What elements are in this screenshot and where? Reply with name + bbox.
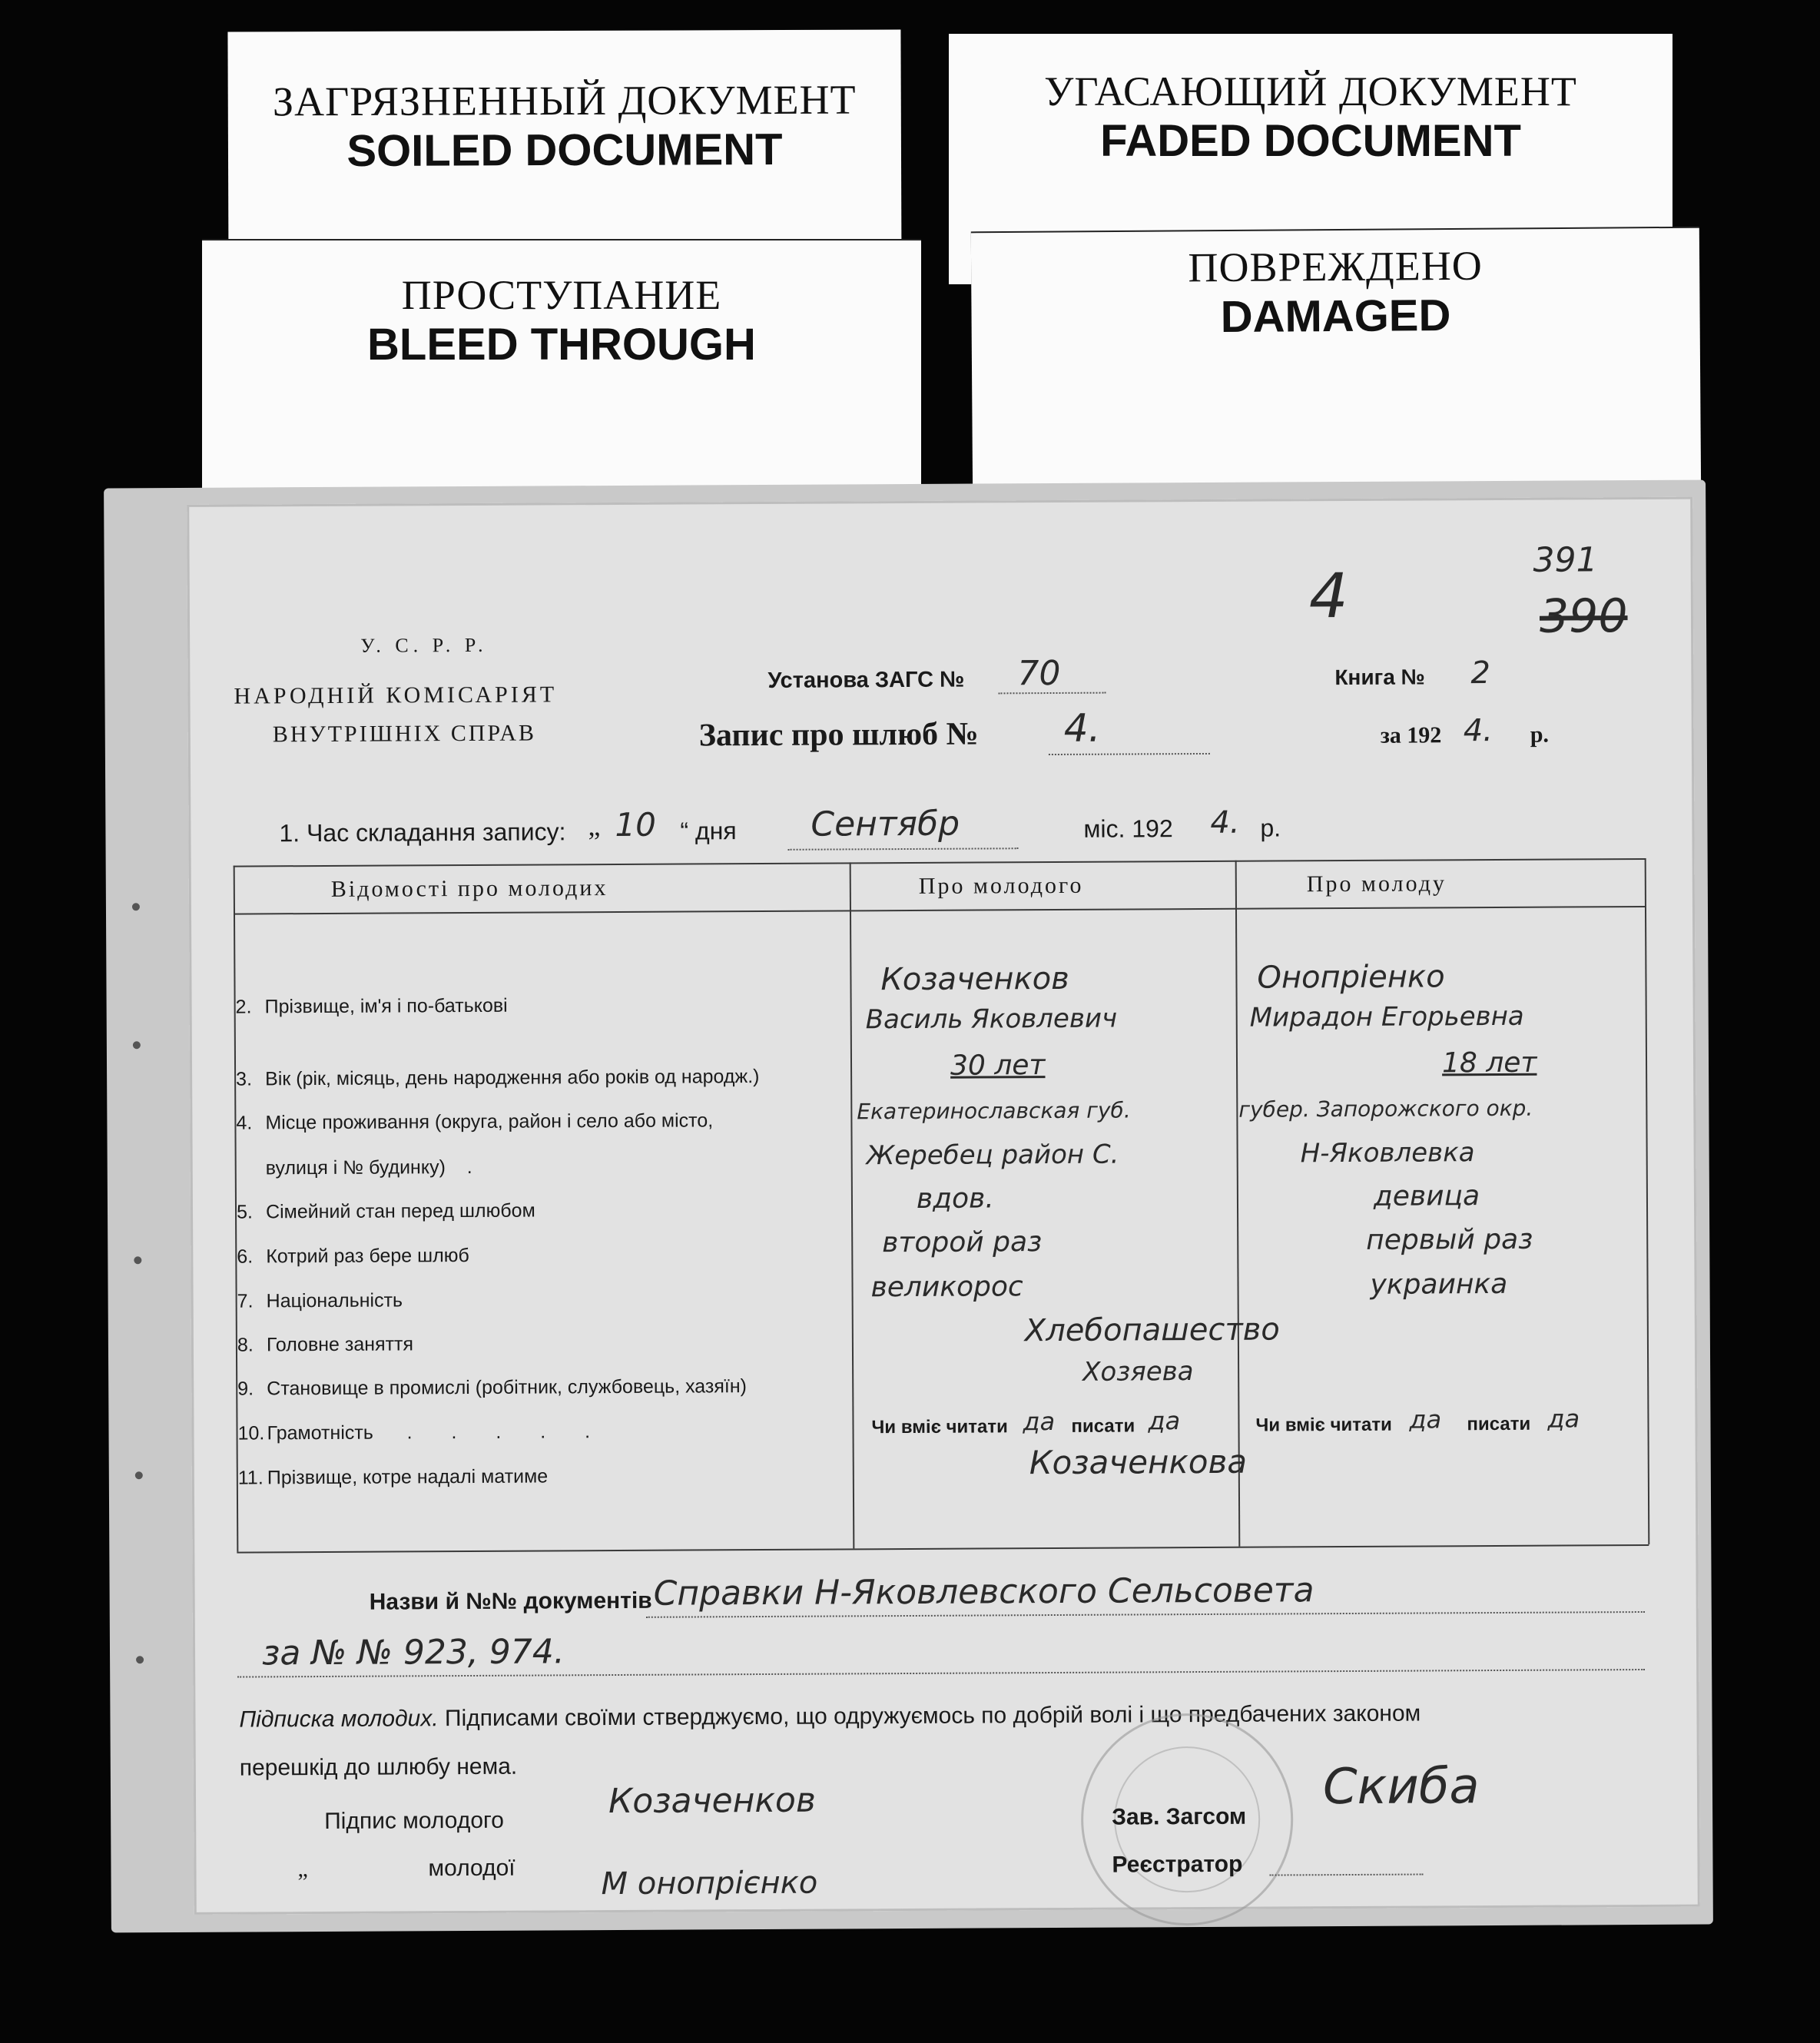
book-label: Книга № [1334, 665, 1425, 690]
month-value: Сентябр [811, 804, 960, 844]
head-label: Зав. Загсом [1112, 1803, 1247, 1830]
groom-surname: Козаченков [880, 960, 1069, 998]
row-label: Вік (рік, місяць, день народження або років од народж.) [265, 1066, 760, 1090]
binding-hole [136, 1656, 144, 1663]
row-number: 9. [237, 1378, 254, 1400]
table-top-rule [234, 858, 1646, 867]
groom-marriage-count: второй раз [882, 1226, 1043, 1259]
groom-nationality: великорос [870, 1271, 1023, 1304]
bride-quote: „ [297, 1856, 308, 1882]
groom-read-label: Чи вміє читати [871, 1416, 1008, 1438]
institution-label: Установа ЗАГС № [767, 667, 965, 693]
groom-read-value: да [1023, 1407, 1056, 1437]
soiled-en: SOILED DOCUMENT [346, 124, 783, 176]
page-number: 391 [1533, 540, 1598, 580]
binding-hole [135, 1471, 143, 1479]
soiled-ru: ЗАГРЯЗНЕННЫЙ ДОКУМЕНТ [272, 76, 857, 125]
record-page [187, 497, 1700, 1915]
row-label: Місце проживання (округа, район і село або місто, [265, 1109, 714, 1134]
bride-write-label: писати [1467, 1413, 1531, 1435]
month-label: міс. 192 [1083, 814, 1173, 843]
binding-hole [133, 1041, 141, 1049]
groom-residence-line1: Екатеринославская губ. [857, 1097, 1131, 1125]
registrar-dotline [1270, 1874, 1424, 1876]
bride-signature-label: молодої [428, 1855, 516, 1882]
groom-marital-status: вдов. [916, 1182, 994, 1215]
page-number-struck: 390 [1539, 589, 1628, 644]
institution-value: 70 [1017, 653, 1061, 694]
documents-line1: Справки Н-Яковлевского Сельсовета [653, 1570, 1314, 1614]
month-dotline [788, 847, 1019, 851]
year-value: 4. [1463, 713, 1493, 749]
row-number: 2. [235, 996, 252, 1018]
groom-residence-line2: Жеребец район С. [866, 1139, 1119, 1172]
ministry-title: ВНУТРІШНІХ СПРАВ [272, 720, 537, 748]
row-number: 6. [237, 1245, 254, 1268]
row-number: 11. [237, 1467, 264, 1489]
bride-residence-line1: губер. Запорожского окр. [1238, 1095, 1533, 1123]
row-label: Національність [266, 1289, 403, 1312]
faded-en: FADED DOCUMENT [1100, 116, 1521, 166]
row-label: вулиця і № будинку) [265, 1156, 446, 1179]
head-signature: Скиба [1322, 1758, 1480, 1816]
day-label: “ дня [680, 817, 737, 845]
institution-dotline [999, 692, 1106, 695]
damaged-ru: ПОВРЕЖДЕНО [1188, 242, 1483, 291]
bride-surname: Онопріенко [1257, 959, 1445, 996]
row-label: Сімейний стан перед шлюбом [265, 1199, 535, 1223]
row-number: 10. [237, 1422, 265, 1444]
groom-signature-label: Підпис молодого [324, 1807, 505, 1834]
record-year-suffix: р. [1260, 814, 1281, 842]
bleed-en: BLEED THROUGH [367, 320, 756, 370]
row-number: 7. [237, 1290, 254, 1312]
record-time-label: 1. Час складання запису: [279, 818, 566, 847]
table-header-groom: Про молодого [918, 872, 1084, 899]
binding-hole [132, 903, 140, 910]
row-label: Становище в промислі (робітник, службовець, хазяїн) [267, 1375, 748, 1400]
record-value: 4. [1063, 705, 1101, 751]
industry-position: Хозяева [1082, 1356, 1194, 1388]
bride-write-value: да [1547, 1404, 1580, 1434]
table-header-rule [234, 906, 1646, 915]
row-label: Котрий раз бере шлюб [266, 1244, 469, 1268]
table-header-info: Відомості про молодих [330, 875, 608, 902]
record-label: Запис про шлюб № [698, 716, 979, 754]
day-value: 10 [615, 805, 656, 844]
groom-write-value: да [1148, 1406, 1181, 1436]
bleed-ru: ПРОСТУПАНИЕ [401, 272, 722, 318]
declaration-text-1 [239, 1701, 1421, 1733]
row-label: Прізвище, ім'я і по-батькові [264, 994, 508, 1018]
row-number: 5. [236, 1201, 253, 1223]
registrar-label: Реєстратор [1112, 1851, 1243, 1878]
year-label: за 192 [1380, 722, 1442, 748]
table-right-rule [1645, 858, 1650, 1544]
row-label: Головне заняття [266, 1333, 414, 1356]
table-col-rule [850, 862, 855, 1548]
bleed-through-card [202, 240, 921, 502]
bride-given-names: Мирадон Егорьевна [1249, 1000, 1524, 1033]
row-label: Прізвище, котре надалі матиме [267, 1465, 549, 1489]
groom-given-names: Василь Яковлевич [865, 1003, 1118, 1036]
ussr-title: У. С. Р. Р. [360, 633, 488, 657]
bride-residence-line2: Н-Яковлевка [1300, 1137, 1475, 1169]
groom-age: 30 лет [950, 1050, 1046, 1082]
binding-hole [134, 1256, 141, 1264]
register-book [104, 480, 1713, 1933]
declaration-title: Підписка молодих. [239, 1706, 439, 1733]
year-suffix: р. [1530, 721, 1550, 748]
row-number: 3. [236, 1068, 253, 1090]
damaged-en: DAMAGED [1220, 290, 1451, 343]
commissariat-title: НАРОДНІЙ КОМІСАРІЯТ [234, 682, 558, 709]
bride-read-label: Чи вміє читати [1255, 1414, 1392, 1436]
table-bottom-rule [237, 1544, 1649, 1554]
record-year-value: 4. [1210, 804, 1240, 841]
groom-write-label: писати [1071, 1415, 1135, 1437]
row-dots: . . . . . [406, 1421, 608, 1444]
bride-marriage-count: первый раз [1366, 1223, 1533, 1256]
bride-age: 18 лет [1441, 1046, 1537, 1080]
documents-label: Назви й №№ документів [369, 1587, 652, 1615]
declaration-text-2: перешкід до шлюбу нема. [239, 1753, 518, 1781]
table-header-bride: Про молоду [1306, 871, 1447, 897]
row-number: 8. [237, 1334, 254, 1356]
main-occupation: Хлебопашество [1024, 1312, 1280, 1349]
record-dotline [1049, 753, 1210, 755]
faded-ru: УГАСАЮЩИЙ ДОКУМЕНТ [1044, 68, 1577, 114]
groom-signature: Козаченков [608, 1780, 816, 1822]
row-number: 4. [236, 1112, 253, 1134]
declaration-body-1: Підписами своїми стверджуємо, що одружуємось по добрій волі і що предбачених законом [444, 1700, 1421, 1732]
bride-signature: М онопрієнко [601, 1865, 818, 1902]
book-value: 2 [1470, 655, 1490, 692]
day-open-quote: „ [588, 811, 601, 842]
bride-read-value: да [1409, 1405, 1442, 1434]
handwritten-four: 4 [1308, 559, 1348, 632]
documents-line2: за № № 923, 974. [261, 1632, 565, 1673]
bride-nationality: украинка [1370, 1268, 1508, 1301]
row-dots: . [466, 1156, 489, 1179]
damaged-card [971, 228, 1701, 502]
bride-marital-status: девица [1373, 1180, 1480, 1212]
row-label: Грамотність [267, 1421, 373, 1444]
future-surname: Козаченкова [1029, 1442, 1248, 1482]
